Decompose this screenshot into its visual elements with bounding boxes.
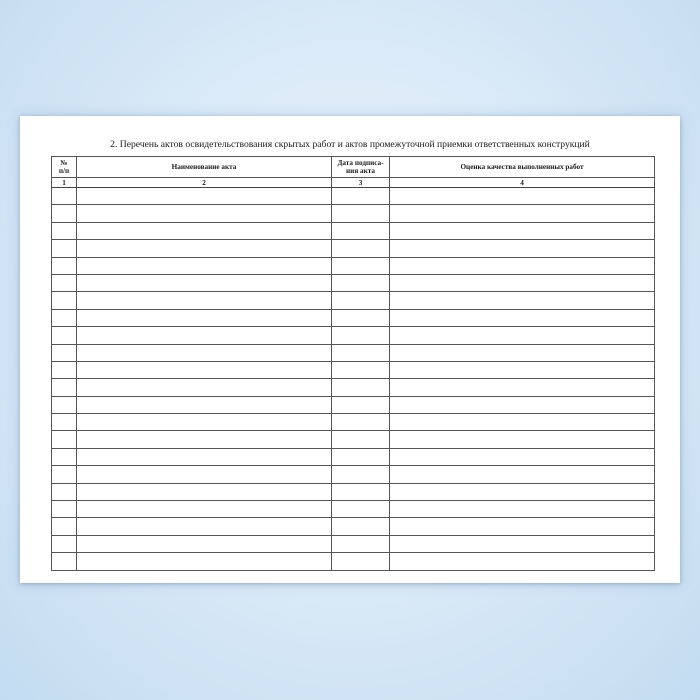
- table-cell[interactable]: [77, 448, 332, 465]
- table-cell[interactable]: [332, 483, 390, 500]
- table-row: [52, 483, 655, 500]
- table-cell[interactable]: [332, 448, 390, 465]
- table-row: [52, 414, 655, 431]
- table-cell[interactable]: [390, 205, 655, 222]
- table-cell[interactable]: [77, 274, 332, 291]
- table-cell[interactable]: [52, 292, 77, 309]
- table-cell[interactable]: [332, 501, 390, 518]
- column-number-3: 3: [332, 178, 390, 188]
- table-cell[interactable]: [52, 205, 77, 222]
- table-cell[interactable]: [52, 553, 77, 570]
- table-cell[interactable]: [332, 188, 390, 205]
- table-cell[interactable]: [77, 309, 332, 326]
- column-header-index: [52, 157, 77, 178]
- table-cell[interactable]: [52, 448, 77, 465]
- table-cell[interactable]: [77, 327, 332, 344]
- table-cell[interactable]: [77, 257, 332, 274]
- table-row: [52, 396, 655, 413]
- table-cell[interactable]: [390, 327, 655, 344]
- document-title: 2. Перечень актов освидетельствования скрытых работ и актов промежуточной приемки ответственных конструкций: [110, 139, 590, 150]
- table-cell[interactable]: [390, 396, 655, 413]
- table-cell[interactable]: [52, 274, 77, 291]
- table-row: [52, 535, 655, 552]
- table-row: [52, 327, 655, 344]
- table-cell[interactable]: [332, 309, 390, 326]
- table-cell[interactable]: [390, 274, 655, 291]
- table-cell[interactable]: [390, 309, 655, 326]
- table-cell[interactable]: [390, 501, 655, 518]
- table-cell[interactable]: [390, 257, 655, 274]
- table-cell[interactable]: [52, 257, 77, 274]
- table-cell[interactable]: [390, 222, 655, 239]
- table-cell[interactable]: [332, 431, 390, 448]
- table-cell[interactable]: [52, 483, 77, 500]
- table-cell[interactable]: [52, 240, 77, 257]
- table-cell[interactable]: [77, 431, 332, 448]
- column-number-1: 1: [52, 178, 77, 188]
- column-header-signing-date: [332, 157, 390, 178]
- table-cell[interactable]: [390, 240, 655, 257]
- column-header-index-line1: №: [60, 158, 68, 167]
- table-cell[interactable]: [390, 344, 655, 361]
- table-cell[interactable]: [52, 414, 77, 431]
- table-row: [52, 188, 655, 205]
- table-row: [52, 240, 655, 257]
- column-number-4: 4: [390, 178, 655, 188]
- table-cell[interactable]: [332, 240, 390, 257]
- table-row: [52, 431, 655, 448]
- table-cell[interactable]: [52, 501, 77, 518]
- table-cell[interactable]: [332, 292, 390, 309]
- acts-register-table: [51, 156, 655, 571]
- table-row: [52, 379, 655, 396]
- table-cell[interactable]: [52, 361, 77, 378]
- table-cell[interactable]: [77, 361, 332, 378]
- table-cell[interactable]: [52, 327, 77, 344]
- table-cell[interactable]: [52, 396, 77, 413]
- table-header-row: [52, 157, 655, 178]
- table-cell[interactable]: [332, 535, 390, 552]
- table-row: [52, 309, 655, 326]
- table-cell[interactable]: [52, 344, 77, 361]
- table-cell[interactable]: [77, 379, 332, 396]
- table-cell[interactable]: [332, 466, 390, 483]
- table-row: [52, 361, 655, 378]
- table-cell[interactable]: [390, 448, 655, 465]
- table-cell[interactable]: [390, 292, 655, 309]
- column-header-signing-date-line2: ния акта: [346, 167, 375, 175]
- table-cell[interactable]: [77, 396, 332, 413]
- column-number-2: 2: [77, 178, 332, 188]
- column-header-act-name: [77, 157, 332, 178]
- table-cell[interactable]: [332, 379, 390, 396]
- table-cell[interactable]: [52, 466, 77, 483]
- column-header-index-line2: п/п: [58, 167, 70, 175]
- document-sheet: [20, 116, 680, 583]
- table-cell[interactable]: [77, 292, 332, 309]
- table-row: [52, 553, 655, 570]
- table-cell[interactable]: [77, 222, 332, 239]
- table-cell[interactable]: [52, 222, 77, 239]
- table-cell[interactable]: [77, 553, 332, 570]
- table-column-number-row: [52, 178, 655, 188]
- table-cell[interactable]: [390, 414, 655, 431]
- table-row: [52, 518, 655, 535]
- column-header-quality-assessment: [390, 157, 655, 178]
- table-body: [52, 188, 655, 571]
- table-cell[interactable]: [390, 553, 655, 570]
- table-cell[interactable]: [332, 257, 390, 274]
- table-cell[interactable]: [332, 361, 390, 378]
- column-header-quality-assessment-label: Оценка качества выполненных работ: [460, 162, 584, 171]
- table-row: [52, 257, 655, 274]
- table-cell[interactable]: [77, 466, 332, 483]
- table-cell[interactable]: [390, 466, 655, 483]
- table-cell[interactable]: [52, 431, 77, 448]
- table-row: [52, 222, 655, 239]
- table-cell[interactable]: [390, 379, 655, 396]
- table-cell[interactable]: [52, 309, 77, 326]
- table-cell[interactable]: [52, 379, 77, 396]
- table-cell[interactable]: [332, 327, 390, 344]
- table-cell[interactable]: [77, 483, 332, 500]
- table-cell[interactable]: [390, 431, 655, 448]
- table-cell[interactable]: [77, 501, 332, 518]
- table-row: [52, 344, 655, 361]
- table-row: [52, 448, 655, 465]
- table-cell[interactable]: [52, 188, 77, 205]
- table-row: [52, 205, 655, 222]
- table-cell[interactable]: [77, 205, 332, 222]
- table-cell[interactable]: [390, 535, 655, 552]
- table-row: [52, 292, 655, 309]
- column-header-signing-date-line1: Дата подписа-: [337, 158, 384, 167]
- table-cell[interactable]: [332, 274, 390, 291]
- table-cell[interactable]: [332, 518, 390, 535]
- column-header-act-name-label: Наименование акта: [171, 162, 237, 171]
- table-cell[interactable]: [77, 240, 332, 257]
- table-cell[interactable]: [390, 483, 655, 500]
- table-cell[interactable]: [390, 188, 655, 205]
- table-cell[interactable]: [332, 553, 390, 570]
- table-cell[interactable]: [52, 535, 77, 552]
- table-row: [52, 274, 655, 291]
- table-cell[interactable]: [332, 222, 390, 239]
- table-row: [52, 501, 655, 518]
- table-cell[interactable]: [390, 518, 655, 535]
- table-cell[interactable]: [332, 414, 390, 431]
- table-cell[interactable]: [77, 414, 332, 431]
- table-cell[interactable]: [77, 535, 332, 552]
- table-cell[interactable]: [77, 344, 332, 361]
- table-cell[interactable]: [390, 361, 655, 378]
- table-cell[interactable]: [77, 188, 332, 205]
- table-cell[interactable]: [332, 396, 390, 413]
- table-cell[interactable]: [332, 205, 390, 222]
- table-row: [52, 466, 655, 483]
- table-cell[interactable]: [332, 344, 390, 361]
- table-cell[interactable]: [77, 518, 332, 535]
- table-cell[interactable]: [52, 518, 77, 535]
